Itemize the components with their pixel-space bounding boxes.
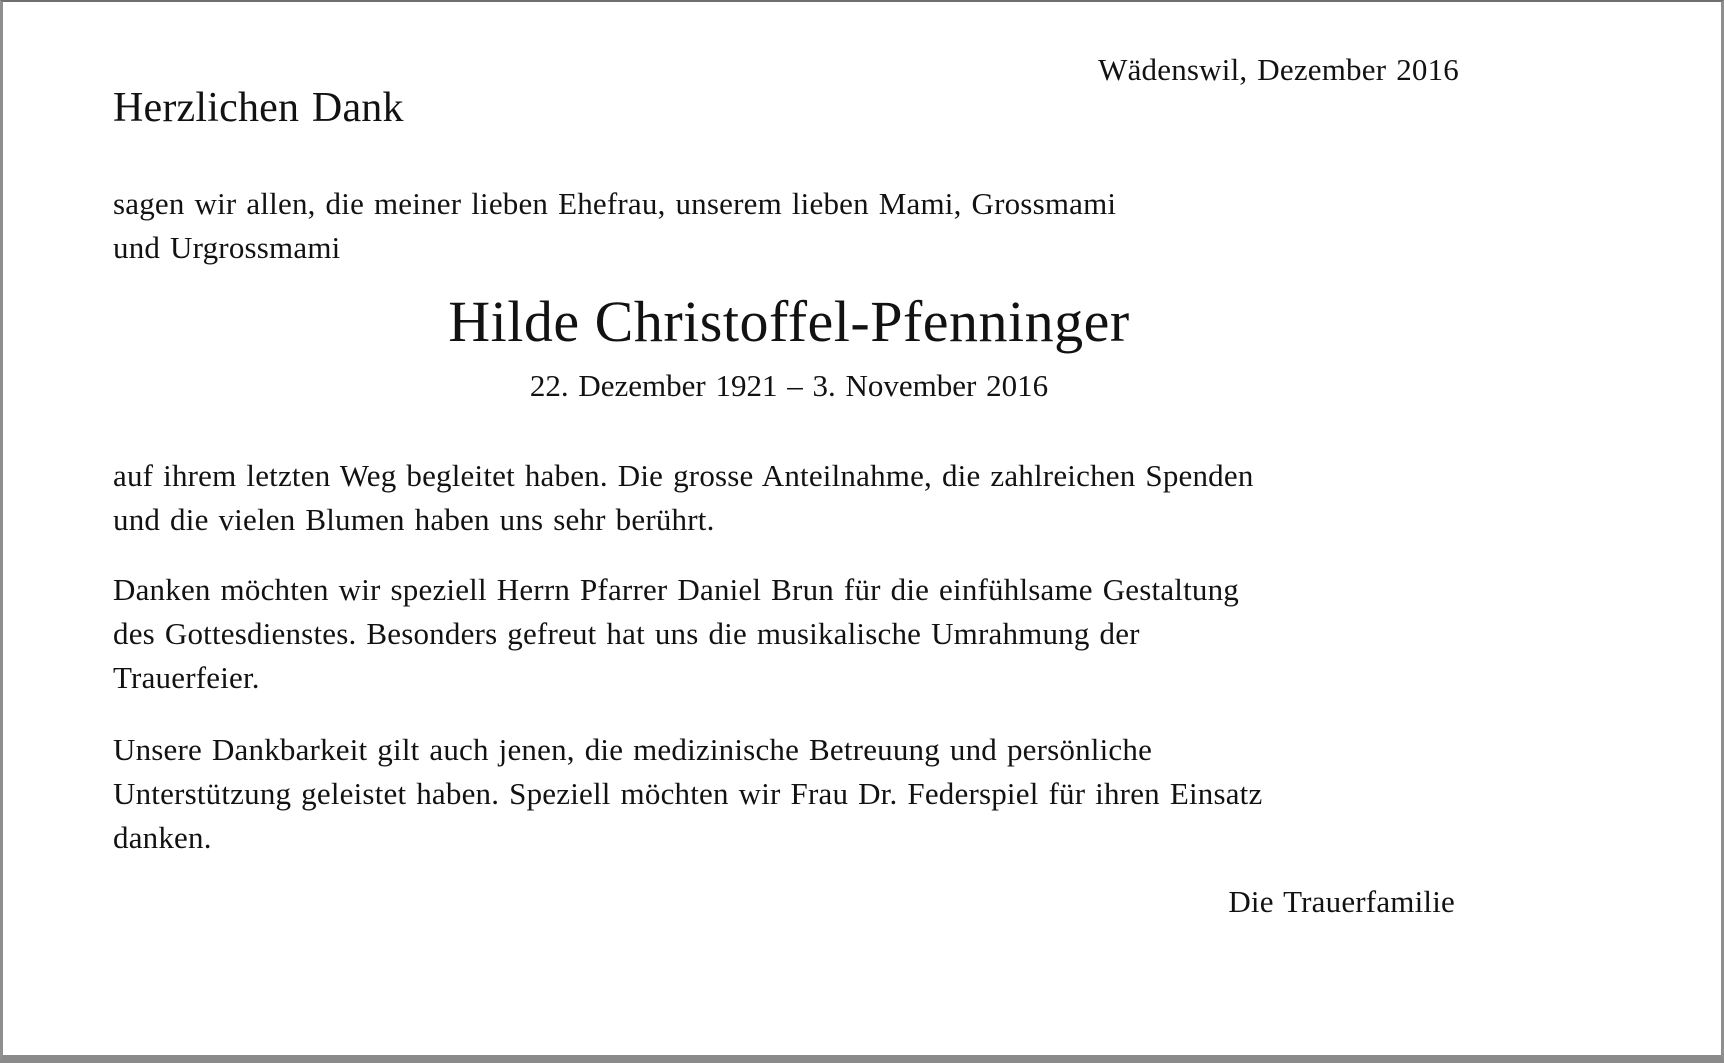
signature: Die Trauerfamilie (1228, 884, 1455, 919)
deceased-name: Hilde Christoffel-Pfenninger (448, 289, 1130, 354)
pastor-line-3: Trauerfeier. (113, 660, 260, 695)
thanks-line-2: und die vielen Blumen haben uns sehr berührt. (113, 502, 715, 537)
pastor-line-2: des Gottesdienstes. Besonders gefreut hat uns die musikalische Umrahmung der (113, 616, 1140, 651)
life-dates: 22. Dezember 1921 – 3. November 2016 (529, 368, 1049, 403)
intro-paragraph (113, 182, 1116, 270)
thanks-line-1: auf ihrem letzten Weg begleitet haben. Die grosse Anteilnahme, die zahlreichen Spenden (113, 458, 1254, 493)
medical-paragraph (113, 728, 1262, 860)
intro-line-2: und Urgrossmami (113, 230, 341, 265)
medical-line-2: Unterstützung geleistet haben. Speziell möchten wir Frau Dr. Federspiel für ihren Einsatz (113, 776, 1263, 811)
pastor-paragraph (113, 568, 1239, 700)
pastor-line-1: Danken möchten wir speziell Herrn Pfarrer Daniel Brun für die einfühlsame Gestaltung (113, 572, 1240, 607)
medical-line-1: Unsere Dankbarkeit gilt auch jenen, die medizinische Betreuung und persönliche (113, 732, 1153, 767)
dateline: Wädenswil, Dezember 2016 (1098, 52, 1459, 87)
heading: Herzlichen Dank (113, 85, 404, 131)
intro-line-1: sagen wir allen, die meiner lieben Ehefrau, unserem lieben Mami, Grossmami (113, 186, 1117, 221)
medical-line-3: danken. (113, 820, 212, 855)
thanks-paragraph (113, 454, 1254, 542)
